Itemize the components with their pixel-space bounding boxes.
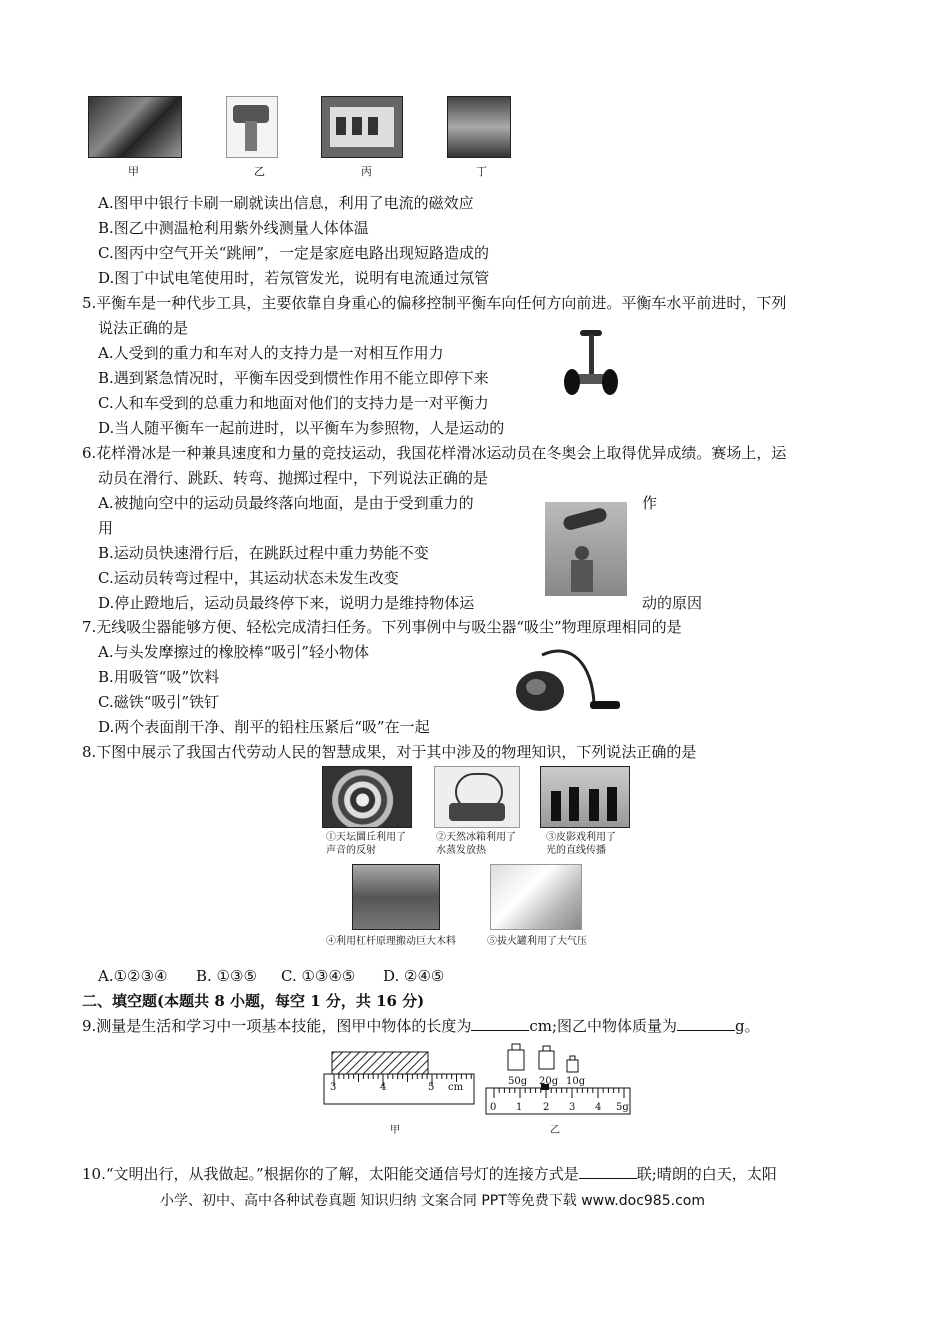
q9-stem [82,1016,760,1036]
caption-1-line2: 声音的反射 [326,845,376,856]
test-pen-image [447,96,511,158]
caption-5: ⑤拔火罐利用了大气压 [487,936,587,947]
air-switch-image [321,96,403,158]
weight-20g: 20g [539,1076,559,1087]
q7-option-b: B.用吸管“吸”饮料 [98,668,220,686]
bank-card-image [88,96,182,158]
q8-choice-c: C. ①③④⑤ [281,967,356,985]
q8-stem: 8.下图中展示了我国古代劳动人民的智慧成果，对于其中涉及的物理知识，下列说法正确的是 [82,743,697,761]
weights-figure [484,1038,634,1122]
q7-option-c: C.磁铁“吸引”铁钉 [98,693,220,711]
q5-option-a: A.人受到的重力和车对人的支持力是一对相互作用力 [98,344,444,362]
ruler-figure [320,1040,480,1118]
q9-blank-length[interactable] [471,1016,529,1031]
shadow-play-image [540,766,630,828]
q7-option-a: A.与头发摩擦过的橡胶棒“吸引”轻小物体 [98,643,369,661]
q5-option-d: D.当人随平衡车一起前进时，以平衡车为参照物，人是运动的 [98,419,505,437]
q8-choice-b: B. ①③⑤ [196,967,257,985]
q8-choice-d: D. ②④⑤ [383,967,445,985]
section-2-heading: 二、填空题(本题共 8 小题，每空 1 分，共 16 分) [82,992,425,1010]
q10-text-1: 10.“文明出行，从我做起。”根据你的了解，太阳能交通信号灯的连接方式是 [82,1165,579,1183]
caption-2-line1: ②天然冰箱利用了 [436,832,516,843]
scale-tick-1: 1 [516,1102,523,1113]
q6-option-b: B.运动员快速滑行后，在跳跃过程中重力势能不变 [98,544,429,562]
q4-option-c: C.图丙中空气开关“跳闸”，一定是家庭电路出现短路造成的 [98,244,490,262]
ruler-tick-3: 3 [330,1082,337,1093]
caption-2-line2: 水蒸发放热 [436,845,486,856]
q5-stem: 5.平衡车是一种代步工具，主要依靠自身重心的偏移控制平衡车向任何方向前进。平衡车水平前进时，下列 [82,294,787,312]
scale-tick-3: 3 [569,1102,576,1113]
q6-option-a-cont: 作 [642,494,658,512]
scale-tick-5g: 5g [616,1102,629,1113]
thermometer-gun-image [226,96,278,158]
scale-tick-0: 0 [490,1102,497,1113]
cupping-image [490,864,582,930]
q9-text-2: cm;图乙中物体质量为 [529,1017,678,1035]
q10-stem [82,1164,777,1184]
ruler-unit: cm [448,1082,464,1093]
q6-stem: 6.花样滑冰是一种兼具速度和力量的竞技运动，我国花样滑冰运动员在冬奥会上取得优异成绩。赛场上，运 [82,444,787,462]
image-label-bing: 丙 [361,165,372,178]
image-label-ding: 丁 [476,165,487,178]
q9-blank-mass[interactable] [677,1016,735,1031]
image-label-jia: 甲 [128,165,139,178]
q5-option-c: C.人和车受到的总重力和地面对他们的支持力是一对平衡力 [98,394,489,412]
scale-tick-4: 4 [595,1102,602,1113]
caption-3-line1: ③皮影戏利用了 [546,832,616,843]
q4-option-d: D.图丁中试电笔使用时，若氖管发光，说明有电流通过氖管 [98,269,490,287]
q6-option-d-cont: 动的原因 [642,594,703,612]
q10-text-2: 联;晴朗的白天，太阳 [636,1165,777,1183]
lever-timber-image [352,864,440,930]
image-label-yi: 乙 [254,165,265,178]
q7-option-d: D.两个表面削干净、削平的铅柱压紧后“吸”在一起 [98,718,430,736]
weight-50g: 50g [508,1076,528,1087]
balance-scooter-image [560,326,620,398]
page-footer: 小学、初中、高中各种试卷真题 知识归纳 文案合同 PPT等免费下载 www.doc985.com [160,1193,705,1209]
figure-label-jia: 甲 [390,1125,400,1136]
ruler-tick-4: 4 [380,1082,387,1093]
natural-fridge-image [434,766,520,828]
q8-choice-a: A.①②③④ [98,967,168,985]
scale-tick-2: 2 [543,1102,550,1113]
caption-4: ④利用杠杆原理搬动巨大木料 [326,936,456,947]
tiantan-image [322,766,412,828]
q10-blank-connection[interactable] [579,1164,637,1179]
figure-skating-image [545,502,627,596]
q6-stem-cont: 动员在滑行、跳跃、转弯、抛掷过程中，下列说法正确的是 [98,469,489,487]
caption-1-line1: ①天坛圜丘利用了 [326,832,406,843]
q9-text-3: g。 [735,1017,760,1035]
q7-stem: 7.无线吸尘器能够方便、轻松完成清扫任务。下列事例中与吸尘器“吸尘”物理原理相同的是 [82,618,682,636]
q6-option-c: C.运动员转弯过程中，其运动状态未发生改变 [98,569,399,587]
q6-option-a-end: 用 [98,519,114,537]
q4-option-b: B.图乙中测温枪利用紫外线测量人体体温 [98,219,369,237]
q9-text-1: 9.测量是生活和学习中一项基本技能，图甲中物体的长度为 [82,1017,472,1035]
vacuum-cleaner-image [512,645,624,717]
q6-option-d: D.停止蹬地后，运动员最终停下来，说明力是维持物体运 [98,594,475,612]
caption-3-line2: 光的直线传播 [546,845,606,856]
ruler-tick-5: 5 [428,1082,435,1093]
figure-label-yi: 乙 [550,1125,560,1136]
q6-option-a: A.被抛向空中的运动员最终落向地面，是由于受到重力的 [98,494,474,512]
weight-10g: 10g [566,1076,586,1087]
q5-stem-cont: 说法正确的是 [98,319,189,337]
q4-option-a: A.图甲中银行卡刷一刷就读出信息，利用了电流的磁效应 [98,194,474,212]
q5-option-b: B.遇到紧急情况时，平衡车因受到惯性作用不能立即停下来 [98,369,489,387]
